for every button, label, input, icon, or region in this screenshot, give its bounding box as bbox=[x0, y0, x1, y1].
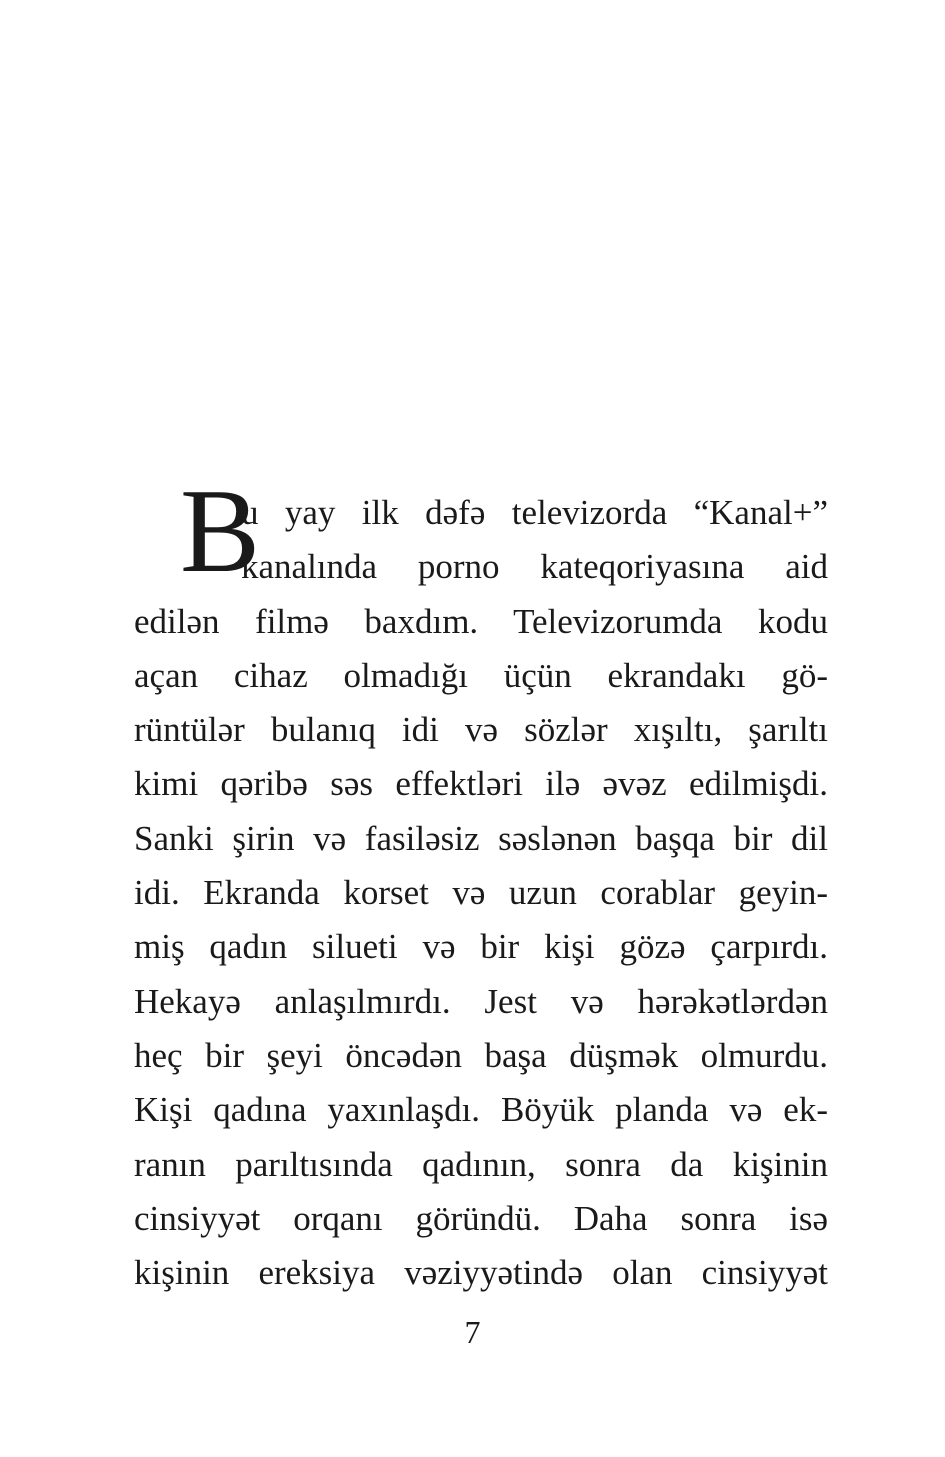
text-line-13: ranın parıltısında qadının, sonra da kişinin bbox=[134, 1144, 828, 1184]
text-line-4: açan cihaz olmadığı üçün ekrandakı gö- bbox=[134, 655, 828, 695]
text-line-10: Hekayə anlaşılmırdı. Jest və hərəkətlərdən bbox=[134, 981, 828, 1021]
text-line-5: rüntülər bulanıq idi və sözlər xışıltı, şarıltı bbox=[134, 710, 828, 750]
text-line-1: u yay ilk dəfə televizorda “Kanal+” bbox=[241, 493, 828, 532]
text-line-15: kişinin ereksiya vəziyyətində olan cinsiyyət bbox=[134, 1253, 828, 1293]
text-line-7: Sanki şirin və fasiləsiz səslənən başqa bir dil bbox=[134, 818, 828, 858]
text-line-11: heç bir şeyi öncədən başa düşmək olmurdu. bbox=[134, 1035, 828, 1075]
text-line-3: edilən filmə baxdım. Televizorumda kodu bbox=[134, 601, 828, 641]
text-line-6: kimi qəribə səs effektləri ilə əvəz edilmişdi. bbox=[134, 764, 828, 804]
page-number: 7 bbox=[464, 1314, 481, 1350]
drop-cap: B bbox=[180, 464, 261, 597]
text-line-14: cinsiyyət orqanı göründü. Daha sonra isə bbox=[134, 1198, 828, 1238]
text-line-9: miş qadın silueti və bir kişi gözə çarpırdı. bbox=[134, 927, 828, 967]
body-text bbox=[134, 486, 828, 1300]
text-line-12: Kişi qadına yaxınlaşdı. Böyük planda və ek- bbox=[134, 1090, 828, 1130]
text-line-8: idi. Ekranda korset və uzun corablar geyin- bbox=[134, 873, 828, 913]
text-line-2: kanalında porno kateqoriyasına aid bbox=[241, 547, 828, 587]
